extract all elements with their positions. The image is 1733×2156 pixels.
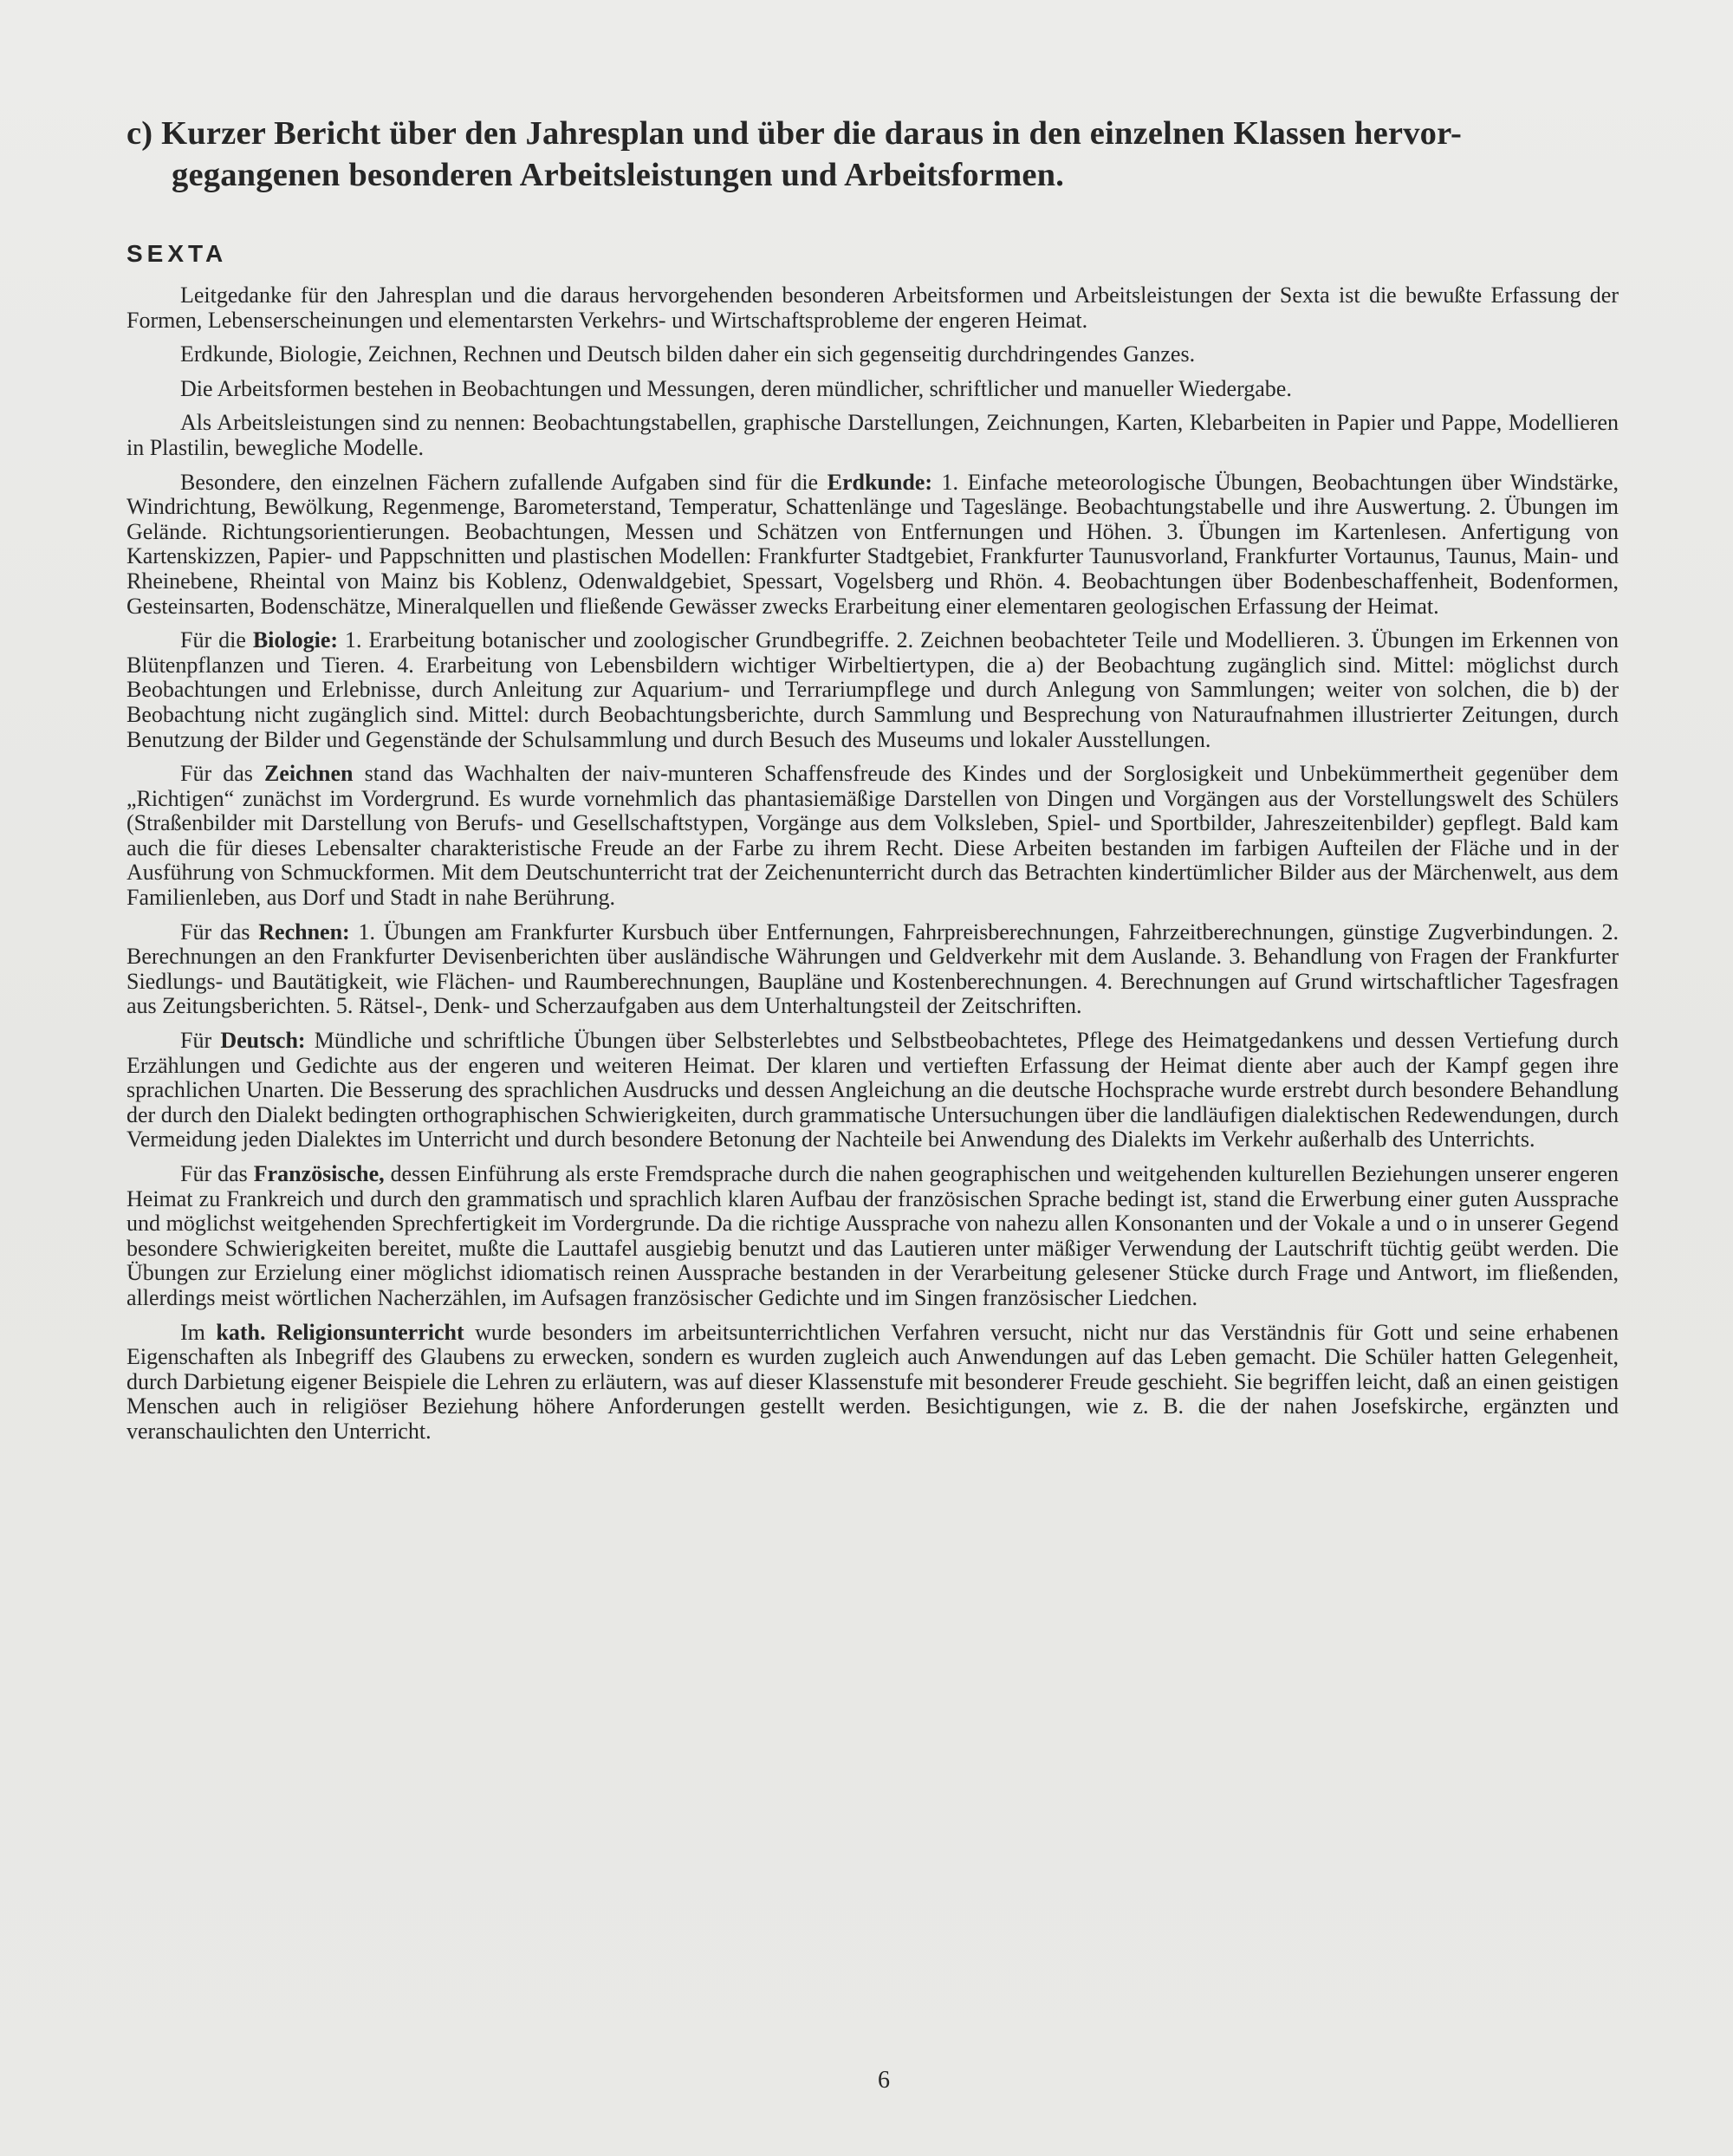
paragraph-faecher: Erdkunde, Biologie, Zeichnen, Rechnen und Deutsch bilden daher ein sich gegenseitig durchdringendes Ganzes. <box>180 341 1196 367</box>
paragraph-religion: Im kath. Religionsunterricht wurde besonders im arbeitsunterrichtlichen Verfahren versucht, nicht nur das Verständnis für Gott und seine erhabenen Eigenschaften als Inbegriff des Glaubens zu erwecken, sondern es wurden zugleich auch Anwendungen auf das Leben gemacht. Die Schüler hatten Gelegenheit, durch Darbietung eigener Beispiele die Lehren zu erläutern, was auf dieser Klassenstufe mit besonderer Freude geschieht. Sie begriffen leicht, daß an einen geistigen Menschen auch in religiöser Beziehung höhere Anforderungen gestellt werden. Besichtigungen, wie z. B. die der nahen Josefskirche, ergänzten und veranschaulichten den Unterricht. <box>127 1319 1619 1444</box>
subject-erdkunde: Erdkunde: <box>827 469 933 495</box>
paragraph-deutsch: Für Deutsch: Mündliche und schriftliche Übungen über Selbsterlebtes und Selbstbeobachtetes, Pflege des Heimatgedankens und dessen Vertiefung durch Erzählungen und Gedichte aus der engeren und weiteren Heimat. Der klaren und vertieften Erfassung der Heimat diente aber auch der Kampf gegen ihre sprachlichen Unarten. Die Besserung des sprachlichen Ausdrucks und dessen Angleichung an die deutsche Hochsprache wurde erstrebt durch besondere Behandlung der durch den Dialekt bedingten orthographischen Schwierigkeiten, durch grammatische Untersuchungen über die landläufigen dialektischen Redewendungen, durch Vermeidung jeden Dialektes im Unterricht und durch besondere Betonung der Nachteile bei Anwendung des Dialekts im Verkehr außerhalb des Unterrichts. <box>127 1028 1619 1153</box>
paragraph-rechnen: Für das Rechnen: 1. Übungen am Frankfurter Kursbuch über Entfernungen, Fahrpreisberechnungen, Fahrzeitberechnungen, günstige Zugverbindungen. 2. Berechnungen an den Frankfurter Devisenberichten über ausländische Währungen und Geldverkehr mit dem Auslande. 3. Behandlung von Fragen der Frankfurter Siedlungs- und Bautätigkeit, wie Flächen- und Raumberechnungen, Baupläne und Kostenberechnungen. 4. Berechnungen auf Grund wirtschaftlicher Tagesfragen aus Zeitungsberichten. 5. Rätsel-, Denk- und Scherzaufgaben aus dem Unterhaltungsteil der Zeitschriften. <box>127 919 1619 1019</box>
paragraph-arbeitsleistungen: Als Arbeitsleistungen sind zu nennen: Beobachtungstabellen, graphische Darstellungen, Zeichnungen, Karten, Klebarbeiten in Papier und Pappe, Modellieren in Plastilin, bewegliche Modelle. <box>127 410 1619 460</box>
heading-line-1: c) Kurzer Bericht über den Jahresplan und über die daraus in den einzelnen Klassen hervor- <box>127 115 1462 152</box>
subject-rechnen: Rechnen: <box>258 919 350 945</box>
subject-religion: kath. Religionsunterricht <box>216 1319 464 1345</box>
subject-franzoesisch: Französische, <box>253 1161 385 1186</box>
paragraph-franzoesisch: Für das Französische, dessen Einführung als erste Fremdsprache durch die nahen geographischen und weitgehenden kulturellen Beziehungen unserer engeren Heimat zu Frankreich und durch den grammatisch und sprachlich klaren Aufbau der französischen Sprache bedingt ist, stand die Erwerbung einer guten Aussprache und möglichst weitgehenden Sprechfertigkeit im Vordergrunde. Da die richtige Aussprache von nahezu allen Konsonanten und der Vokale a und o in unserer Gegend besondere Schwierigkeiten bereitet, mußte die Lauttafel ausgiebig benutzt und das Lautieren unter mäßiger Verwendung der Lautschrift tüchtig geübt werden. Die Übungen zur Erzielung einer möglichst idiomatisch reinen Aussprache bestanden in der Verarbeitung gelesener Stücke durch Frage und Antwort, im fließenden, allerdings meist wörtlichen Nacherzählen, im Aufsagen französischer Gedichte und im Singen französischer Liedchen. <box>127 1161 1619 1310</box>
report-heading <box>127 113 1617 196</box>
paragraph-leitgedanke: Leitgedanke für den Jahresplan und die daraus hervorgehenden besonderen Arbeitsformen und Arbeitsleistungen der Sexta ist die bewußte Erfassung der Formen, Lebenserscheinungen und elementarsten Verkehrs- und Wirtschaftsprobleme der engeren Heimat. <box>127 282 1619 333</box>
paragraph-erdkunde: Besondere, den einzelnen Fächern zufallende Aufgaben sind für die Erdkunde: 1. Einfache meteorologische Übungen, Beobachtungen über Windstärke, Windrichtung, Bewölkung, Regenmenge, Barometerstand, Temperatur, Schattenlänge und Tageslänge. Beobachtungstabelle und ihre Auswertung. 2. Übungen im Gelände. Richtungsorientierungen. Beobachtungen, Messen und Schätzen von Entfernungen und Höhen. 3. Übungen im Kartenlesen. Anfertigung von Kartenskizzen, Papier- und Pappschnitten und plastischen Modellen: Frankfurter Stadtgebiet, Frankfurter Taunusvorland, Frankfurter Vortaunus, Taunus, Main- und Rheinebene, Rheintal von Mainz bis Koblenz, Odenwaldgebiet, Spessart, Vogelsberg und Rhön. 4. Beobachtungen über Bodenbeschaffenheit, Bodenformen, Gesteinsarten, Bodenschätze, Mineralquellen und fließende Gewässer zwecks Erarbeitung einer elementaren geologischen Erfassung der Heimat. <box>127 469 1619 619</box>
paragraph-zeichnen: Für das Zeichnen stand das Wachhalten der naiv-munteren Schaffensfreude des Kindes und der Sorglosigkeit und Unbekümmertheit gegenüber dem „Richtigen“ zunächst im Vordergrund. Es wurde vornehmlich das phantasiemäßige Darstellen von Dingen und Vorgängen aus der Vorstellungswelt des Schülers (Straßenbilder mit Darstellung von Berufs- und Gesellschaftstypen, Vorgänge aus dem Volksleben, Spiel- und Sportbilder, Jahreszeitenbilder) gepflegt. Bald kam auch die für dieses Lebensalter charakteristische Freude an der Farbe zu ihrem Recht. Diese Arbeiten bestanden im farbigen Aufteilen der Fläche und in der Ausführung von Schmuckformen. Mit dem Deutschunterricht trat der Zeichenunterricht durch das Betrachten kindertümlicher Bilder aus der Märchenwelt, aus dem Familienleben, aus Dorf und Stadt in nahe Berührung. <box>127 761 1619 911</box>
paragraph-arbeitsformen: Die Arbeitsformen bestehen in Beobachtungen und Messungen, deren mündlicher, schriftlicher und manueller Wiedergabe. <box>180 375 1292 401</box>
subject-biologie: Biologie: <box>252 627 339 653</box>
subject-zeichnen: Zeichnen <box>263 761 354 787</box>
report-body <box>127 283 1619 1454</box>
subject-deutsch: Deutsch: <box>220 1028 306 1054</box>
paragraph-biologie: Für die Biologie: 1. Erarbeitung botanischer und zoologischer Grundbegriffe. 2. Zeichnen beobachteter Teile und Modellieren. 3. Übungen im Erkennen von Blütenpflanzen und Tieren. 4. Erarbeitung von Lebensbildern wichtiger Wirbeltiertypen, die a) der Beobachtung zugänglich sind. Mittel: möglichst durch Beobachtungen und Erlebnisse, durch Anleitung zur Aquarium- und Terrariumpflege und durch Anlegung von Sammlungen; weiter von solchen, die b) der Beobachtung nicht zugänglich sind. Mittel: durch Beobachtungsberichte, durch Sammlung und Besprechung von Naturaufnahmen illustrierter Zeitungen, durch Benutzung der Bilder und Gegenstände der Schulsammlung und durch Besuch des Museums und lokaler Ausstellungen. <box>127 627 1619 752</box>
page-number: 6 <box>878 2067 890 2094</box>
heading-line-2: gegangenen besonderen Arbeitsleistungen und Arbeitsformen. <box>172 157 1065 193</box>
section-title-sexta: SEXTA <box>127 240 228 267</box>
